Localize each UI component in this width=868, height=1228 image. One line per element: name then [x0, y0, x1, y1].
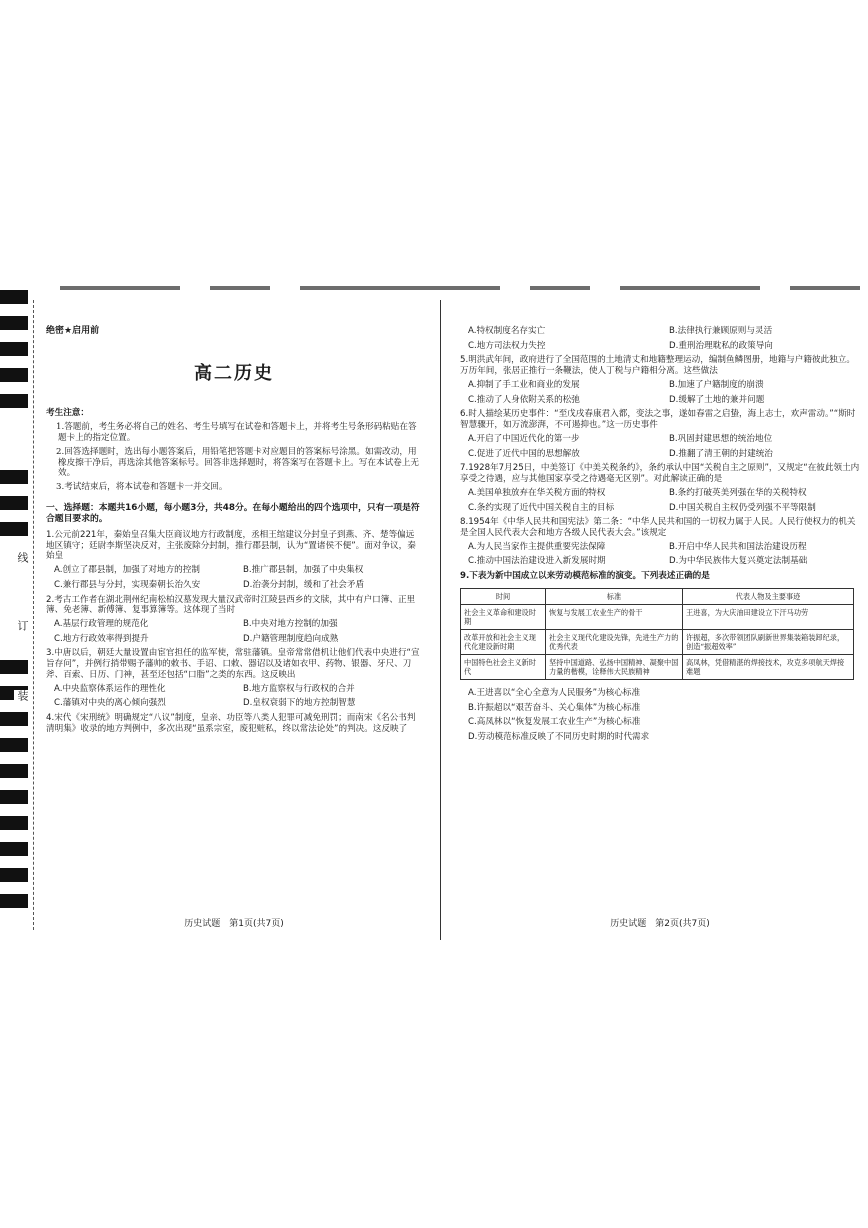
table-header: 时间 — [461, 588, 546, 604]
option: D.为中华民族伟大复兴奠定法制基础 — [669, 556, 808, 567]
options — [54, 565, 422, 590]
table-cell: 社会主义革命和建设时期 — [461, 604, 546, 629]
options — [468, 434, 860, 459]
table-row — [461, 629, 854, 654]
question-stem: 5.明洪武年间，政府进行了全国范围的土地清丈和地籍整理运动，编制鱼鳞图册，地籍与户籍彼此独立。万历年间，张居正推行一条鞭法，使人丁税与户籍相分离。这些做法 — [460, 355, 855, 377]
option: A.美国单独放弃在华关税方面的特权 — [468, 487, 606, 498]
page-divider — [440, 300, 441, 940]
question-stem: 3.中唐以后，朝廷大量设置由宦官担任的监军使，常驻藩镇。皇帝常常借机让他们代表中央进行“宣旨存问”，并例行捎带赐予藩帅的敕书、手诏、口敕、器诏以及诸如衣甲、药物、银器、牙尺、刀斧、百索、日历、门神，甚至还包括“口脂”之类的东西。这反映出 — [46, 648, 420, 680]
option: B.开启中华人民共和国法治建设历程 — [669, 541, 807, 552]
option: B.中央对地方控制的加强 — [243, 619, 338, 629]
table-cell: 王进喜，为大庆油田建设立下汗马功劳 — [683, 604, 854, 629]
option: B.地方监察权与行政权的合并 — [243, 683, 355, 694]
option: D.重刑治理耽私的政策导向 — [669, 340, 773, 351]
options — [468, 488, 860, 513]
question-9 — [460, 571, 860, 743]
question-1 — [46, 530, 422, 591]
question-4-options — [468, 326, 860, 351]
question-stem: 9.下表为新中国成立以来劳动模范标准的演变。下列表述正确的是 — [460, 571, 710, 582]
option: B.巩固封建思想的统治地位 — [669, 433, 773, 444]
table-cell: 社会主义现代化建设先锋，先进生产力的优秀代表 — [546, 629, 683, 654]
labor-model-table — [460, 588, 854, 680]
option: B.加速了户籍制度的崩溃 — [669, 379, 764, 390]
question-4 — [46, 713, 422, 734]
section-heading: 一、选择题：本题共16小题，每小题3分，共48分。在每小题给出的四个选项中，只有一项是符合题目要求的。 — [46, 502, 420, 524]
binding-label-bind: 装 — [16, 690, 29, 701]
option: A.为人民当家作主提供重要宪法保障 — [468, 541, 606, 552]
option: A.特权制度名存实亡 — [468, 326, 546, 336]
option: A.抑制了手工业和商业的发展 — [468, 379, 580, 390]
option: B.许振超以“艰苦奋斗、关心集体”为核心标准 — [468, 702, 641, 713]
exam-page-2 — [460, 326, 860, 747]
question-2 — [46, 595, 422, 645]
binding-label-fix: 订 — [16, 620, 29, 631]
table-cell: 恢复与发展工农业生产的骨干 — [546, 604, 683, 629]
option: D.皇权衰弱下的地方控制智慧 — [243, 698, 356, 709]
notice-item: 1.答题前，考生务必将自己的姓名、考生号填写在试卷和答题卡上，并将考生号条形码粘贴在答题卡上的指定位置。 — [56, 422, 417, 444]
question-stem: 8.1954年《中华人民共和国宪法》第二条：“中华人民共和国的一切权力属于人民。人民行使权力的机关是全国人民代表大会和地方各级人民代表大会。”该规定 — [460, 517, 856, 539]
table-header: 代表人物及主要事迹 — [683, 588, 854, 604]
question-stem: 2.考古工作者在湖北荆州纪南松柏汉墓发现大量汉武帝时江陵县西乡的文牍，其中有户口簿、正里簿、免老簿、新傅簿、复事算簿等。这体现了当时 — [46, 594, 416, 616]
table-cell: 高凤林，凭借精湛的焊接技术，攻克多项航天焊接难题 — [683, 654, 854, 679]
exam-title: 高二历史 — [194, 363, 274, 385]
table-header: 标准 — [546, 588, 683, 604]
scan-edge-marks — [60, 286, 860, 292]
option: A.创立了郡县制，加强了对地方的控制 — [54, 565, 200, 576]
binding-dashed-line — [33, 300, 34, 930]
question-8 — [460, 517, 860, 567]
option: C.推动了人身依附关系的松弛 — [468, 394, 580, 405]
option: C.促进了近代中国的思想解放 — [468, 448, 580, 459]
option: C.藩镇对中央的离心倾向强烈 — [54, 698, 166, 709]
options — [54, 619, 422, 644]
option: D.缓解了土地的兼并问题 — [669, 394, 765, 405]
option: C.高凤林以“恢复发展工农业生产”为核心标准 — [468, 717, 641, 728]
question-stem: 4.宋代《宋刑统》明确规定“八议”制度，皇亲、功臣等八类人犯罪可减免刑罚；而南宋《名公书判清明集》收录的地方判例中，多次出现“虽系宗室，废犯赃私，终以常法论处”的判决。这反映了 — [46, 713, 416, 734]
option: D.劳动模范标准反映了不同历史时期的时代需求 — [468, 732, 650, 743]
table-row — [461, 654, 854, 679]
notice-block — [46, 408, 422, 493]
options — [468, 542, 860, 567]
question-3 — [46, 648, 422, 709]
page-1-footer: 历史试题 第1页(共7页) — [184, 919, 284, 929]
option: C.地方司法权力失控 — [468, 340, 546, 351]
table-header-row — [461, 588, 854, 604]
question-stem: 7.1928年7月25日，中美签订《中美关税条约》，条约承认中国“关税自主之原则”，又规定“在彼此领土内享受之待遇，应与其他国家享受之待遇毫无区别”。对此解读正确的是 — [460, 463, 860, 485]
option: A.王进喜以“全心全意为人民服务”为核心标准 — [468, 687, 641, 698]
options — [54, 684, 422, 709]
table-row — [461, 604, 854, 629]
exam-page-1 — [46, 326, 422, 739]
confidential-label: 绝密★启用前 — [46, 326, 100, 336]
question-5 — [460, 355, 860, 405]
options — [468, 380, 860, 405]
option: D.推翻了清王朝的封建统治 — [669, 448, 773, 459]
page-2-footer: 历史试题 第2页(共7页) — [610, 919, 710, 929]
option: A.基层行政管理的规范化 — [54, 619, 149, 629]
table-cell: 坚持中国道路、弘扬中国精神、凝聚中国力量的楷模，诠释伟大民族精神 — [546, 654, 683, 679]
option: B.条约打破英美列强在华的关税特权 — [669, 487, 807, 498]
notice-item: 2.回答选择题时，选出每小题答案后，用铅笔把答题卡对应题目的答案标号涂黑。如需改动，用橡皮擦干净后，再选涂其他答案标号。回答非选择题时，将答案写在答题卡上。写在本试卷上无效。 — [56, 446, 419, 479]
table-cell: 改革开放和社会主义现代化建设新时期 — [461, 629, 546, 654]
notice-item: 3.考试结束后，将本试卷和答题卡一并交回。 — [56, 482, 228, 493]
option: A.开启了中国近代化的第一步 — [468, 433, 580, 444]
table-cell: 许振超，多次带领团队刷新世界集装箱装卸纪录，创造“振超效率” — [683, 629, 854, 654]
option: C.兼行郡县与分封，实现秦朝长治久安 — [54, 579, 201, 590]
option: C.地方行政效率得到提升 — [54, 633, 149, 644]
table-cell: 中国特色社会主义新时代 — [461, 654, 546, 679]
question-7 — [460, 463, 860, 513]
option: B.法律执行兼顾原则与灵活 — [669, 326, 773, 336]
binding-label-line: 线 — [16, 552, 29, 563]
question-stem: 6.时人描绘某历史事件：“至戊戌春康君入都，变法之事，遂如春雷之启蛰，海上志士，欢声雷动。”“斯时智慧骤开，如万流澎湃，不可遏抑也。”这一历史事件 — [460, 409, 856, 431]
question-6 — [460, 409, 860, 459]
option: D.中国关税自主权仍受列强不平等限制 — [669, 502, 816, 513]
notice-heading: 考生注意： — [46, 407, 89, 418]
binding-strip — [0, 290, 28, 940]
option: C.条约实现了近代中国关税自主的目标 — [468, 502, 615, 513]
question-stem: 1.公元前221年，秦始皇召集大臣商议地方行政制度，丞相王绾建议分封皇子到燕、齐、楚等偏远地区镇守；廷尉李斯坚决反对，主张废除分封制，推行郡县制，认为“置诸侯不便”。面对争议，秦始皇 — [46, 529, 416, 562]
option: D.户籍管理制度趋向成熟 — [243, 633, 339, 644]
option: C.推动中国法治建设进入新发展时期 — [468, 556, 606, 567]
option: B.推广郡县制，加强了中央集权 — [243, 565, 364, 576]
option: A.中央监察体系运作的理性化 — [54, 683, 166, 694]
option: D.治袭分封制，缓和了社会矛盾 — [243, 579, 365, 590]
options — [468, 688, 860, 743]
